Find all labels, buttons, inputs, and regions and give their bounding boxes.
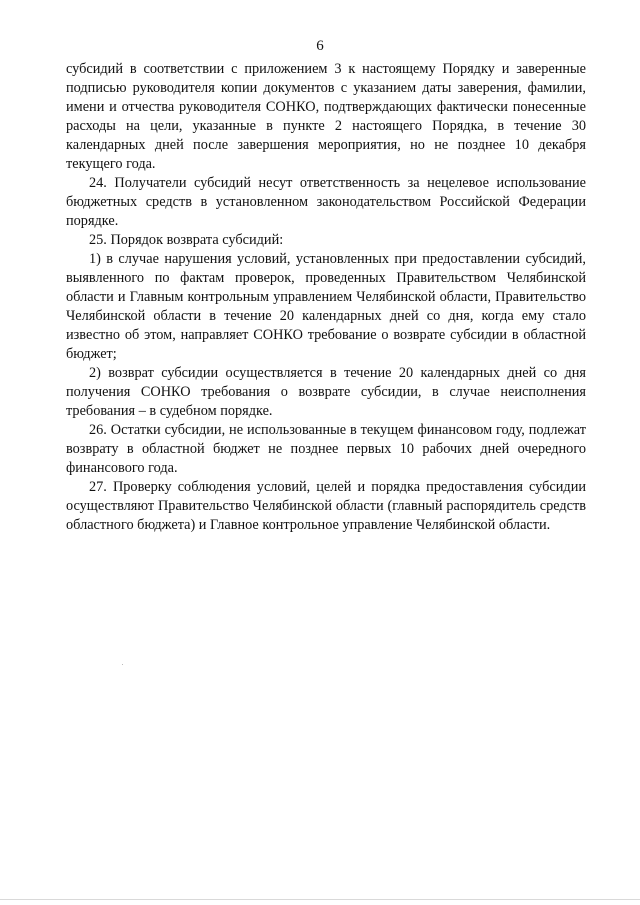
page-number: 6 bbox=[316, 38, 324, 54]
page-bottom-edge bbox=[0, 899, 640, 900]
paragraph-26: 26. Остатки субсидии, не использованные в текущем финансовом году, подлежат возврату в областной бюджет не позднее первых 10 рабочих дней очередного финансового года. bbox=[66, 422, 586, 476]
document-body bbox=[66, 60, 586, 535]
paragraph-continuation: субсидий в соответствии с приложением 3 к настоящему Порядку и заверенные подписью руководителя копии документов с указанием даты заверения, фамилии, имени и отчества руководителя СОНКО, подтверждающих фактически понесенные расходы на цели, указанные в пункте 2 настоящего Порядка, в течение 30 календарных дней после завершения мероприятия, но не позднее 10 декабря текущего года. bbox=[66, 61, 586, 172]
paragraph-25-item-2: 2) возврат субсидии осуществляется в течение 20 календарных дней со дня получения СОНКО требования о возврате субсидии, в случае неисполнения требования – в судебном порядке. bbox=[66, 365, 586, 419]
scan-artifact-dot bbox=[122, 664, 123, 665]
paragraph-25: 25. Порядок возврата субсидий: bbox=[89, 232, 284, 248]
paragraph-25-item-1: 1) в случае нарушения условий, установленных при предоставлении субсидий, выявленного по фактам проверок, проведенных Правительством Челябинской области и Главным контрольным управлением Челябинской области, Правительство Челябинской области в течение 20 календарных дней со дня, когда ему стало известно об этом, направляет СОНКО требование о возврате субсидии в областной бюджет; bbox=[66, 251, 586, 362]
paragraph-27: 27. Проверку соблюдения условий, целей и порядка предоставления субсидии осуществляют Правительство Челябинской области (главный распорядитель средств областного бюджета) и Главное контрольное управление Челябинской области. bbox=[66, 479, 586, 533]
paragraph-24: 24. Получатели субсидий несут ответственность за нецелевое использование бюджетных средств в установленном законодательством Российской Федерации порядке. bbox=[66, 175, 586, 229]
